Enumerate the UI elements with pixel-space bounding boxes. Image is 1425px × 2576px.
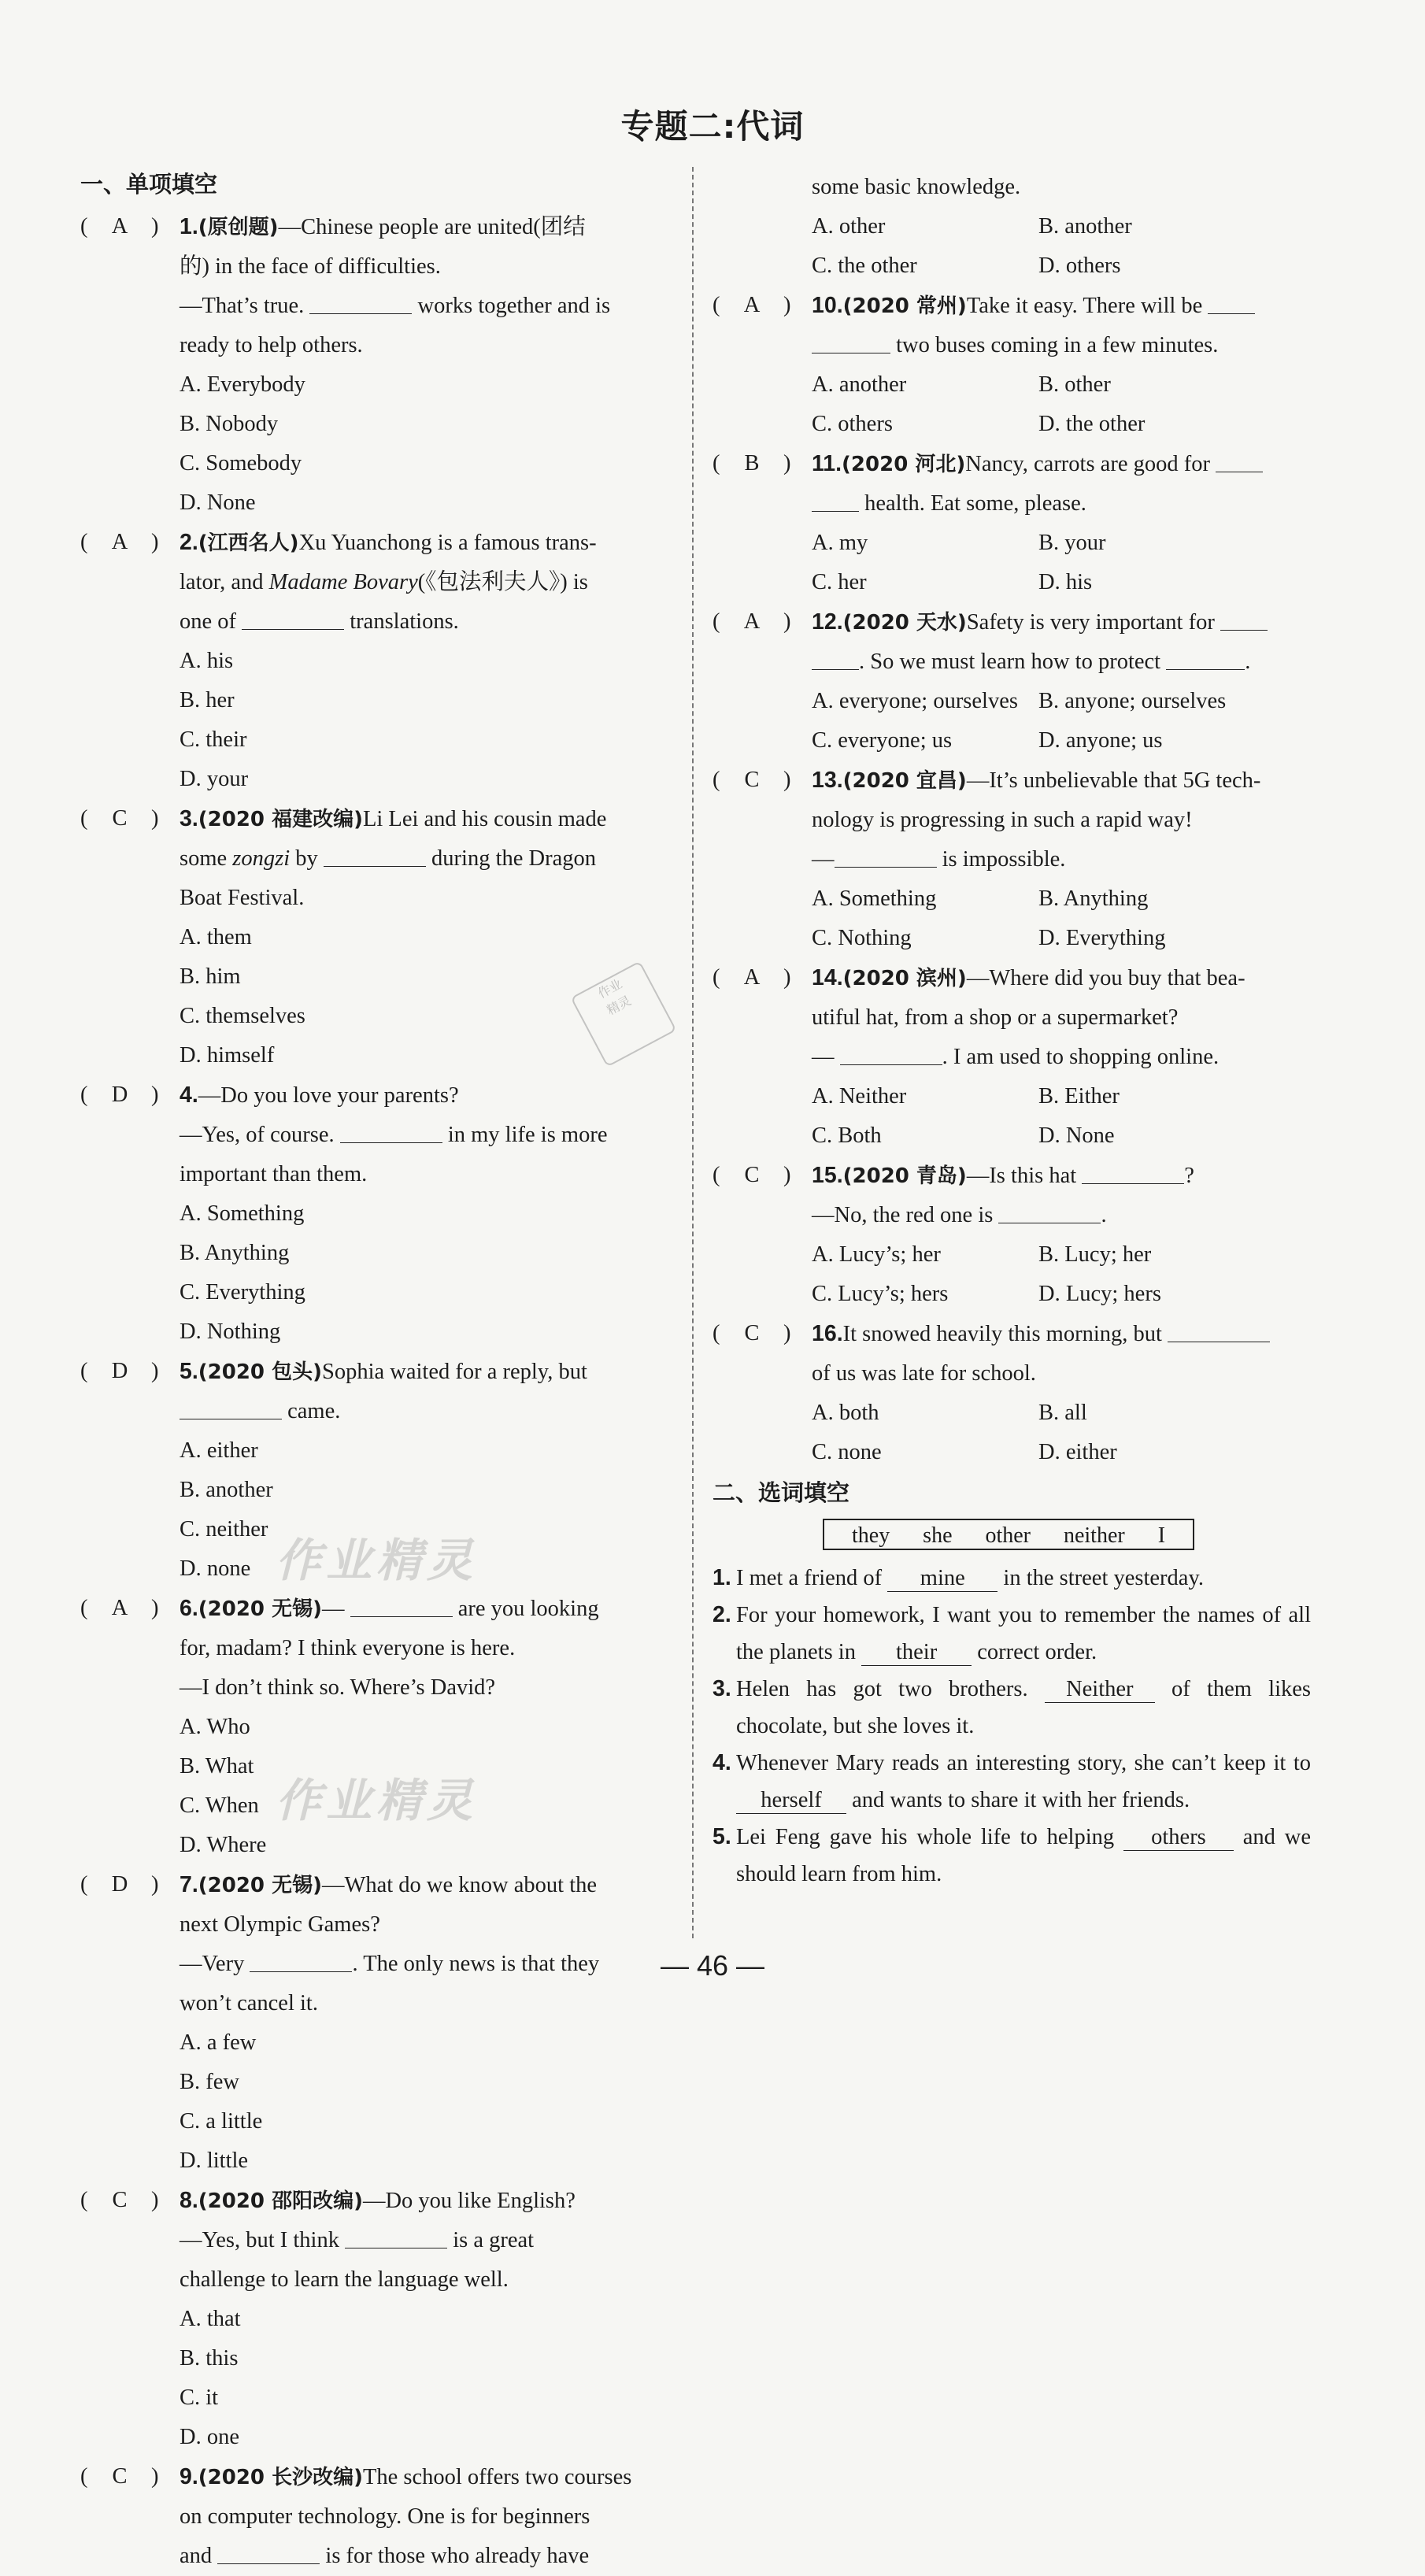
question-number: 9. [180, 2464, 198, 2489]
option-choice: B. this [180, 2346, 239, 2371]
question-number: 16. [812, 1321, 843, 1346]
question-number: 11. [812, 451, 842, 476]
filled-answer: herself [736, 1788, 846, 1814]
question-line: 4.—Do you love your parents? [180, 1083, 459, 1108]
answer-letter: C [744, 1163, 760, 1187]
word-bank-word: neither [1063, 1523, 1125, 1548]
fill-item-number: 5. [712, 1824, 731, 1849]
question-options [812, 524, 1311, 602]
question-line: nology is progressing in such a rapid way! [812, 808, 1193, 832]
word-bank-word: I [1157, 1523, 1166, 1548]
answer-letter: B [744, 451, 760, 476]
option-choice: D. the other [1038, 412, 1146, 436]
open-paren: ( [712, 1163, 720, 1187]
question-options [180, 2300, 672, 2457]
right-column [712, 168, 1311, 1893]
question-source: (2020 福建改编) [198, 808, 363, 831]
answer-letter: A [111, 214, 128, 239]
close-paren: ) [151, 806, 159, 831]
open-paren: ( [712, 451, 720, 476]
option-choice: D. none [180, 1556, 251, 1581]
question-item [80, 1865, 672, 2181]
question-source: (2020 邵阳改编) [198, 2189, 363, 2213]
word-bank-word: other [985, 1523, 1031, 1548]
answer-blank [835, 845, 937, 868]
option-choice: C. Nothing [812, 926, 912, 950]
question-line: of us was late for school. [812, 1361, 1036, 1386]
question-item [712, 1156, 1311, 1314]
question-line: —No, the red one is . [812, 1196, 1311, 1235]
answer-letter: C [112, 2188, 128, 2212]
question-line: —Very . The only news is that they [180, 1945, 672, 1984]
answer-blank [812, 647, 859, 670]
answer-letter: A [743, 609, 761, 634]
answer-blank [1208, 291, 1255, 314]
option-choice: C. a little [180, 2109, 263, 2134]
answer-blank [345, 2226, 447, 2248]
question-options [180, 2023, 672, 2181]
option-choice: D. Where [180, 1833, 267, 1857]
question-line: 5.(2020 包头)Sophia waited for a reply, but [180, 1359, 587, 1384]
option-choice: B. anyone; ourselves [1038, 689, 1227, 713]
question-source: (2020 常州) [842, 294, 967, 318]
option-choice: A. everyone; ourselves [812, 689, 1018, 713]
open-paren: ( [80, 1596, 88, 1620]
question-number: 13. [812, 768, 843, 793]
open-paren: ( [80, 2188, 88, 2212]
fill-item-number: 1. [712, 1565, 731, 1590]
word-bank-box [823, 1519, 1194, 1550]
option-choice: D. others [1038, 254, 1121, 278]
watermark-text: 作业精灵 [276, 1534, 478, 1587]
word-bank-word: they [851, 1523, 890, 1548]
answer-letter: D [111, 1359, 128, 1383]
option-choice: C. everyone; us [812, 728, 953, 753]
question-source: (2020 宜昌) [842, 769, 967, 793]
question-number: 5. [180, 1359, 198, 1384]
question-source: (2020 滨州) [842, 967, 967, 990]
page-number: — 46 — [660, 1949, 765, 1982]
close-paren: ) [783, 1163, 791, 1187]
close-paren: ) [783, 768, 791, 792]
fill-item-number: 3. [712, 1676, 731, 1701]
question-item [712, 286, 1311, 444]
close-paren: ) [151, 1872, 159, 1897]
fill-item: 5. Lei Feng gave his whole life to helping others and we should learn from him. [712, 1819, 1311, 1893]
option-choice: B. Nobody [180, 412, 279, 436]
left-question-list [80, 207, 672, 2576]
option-choice: B. Lucy; her [1038, 1242, 1152, 1267]
open-paren: ( [80, 1359, 88, 1383]
question-number: 10. [812, 293, 843, 318]
option-choice: B. another [1038, 214, 1132, 239]
option-choice: B. What [180, 1754, 254, 1778]
question-line: 1.(原创题)—Chinese people are united(团结 [180, 214, 586, 239]
option-choice: B. Anything [180, 1241, 290, 1265]
question-source: (2020 河北) [842, 453, 966, 476]
fill-item: 2. For your homework, I want you to remember the names of all the planets in their correct order. [712, 1597, 1311, 1671]
question-line: health. Eat some, please. [812, 484, 1311, 524]
question-line: 16.It snowed heavily this morning, but [812, 1314, 1311, 1354]
option-choice: A. that [180, 2307, 241, 2331]
question-line: Boat Festival. [180, 886, 305, 910]
answer-letter: A [743, 965, 761, 990]
filled-answer: Neither [1045, 1677, 1155, 1703]
answer-blank [998, 1201, 1101, 1223]
question-line: 9.(2020 长沙改编)The school offers two courses [180, 2464, 632, 2489]
option-choice: A. Something [180, 1201, 305, 1226]
question-item [712, 602, 1311, 761]
option-choice: D. None [180, 490, 256, 515]
question-options [812, 1393, 1311, 1472]
close-paren: ) [783, 293, 791, 317]
option-choice: A. them [180, 925, 252, 949]
question-line: 8.(2020 邵阳改编)—Do you like English? [180, 2188, 576, 2213]
question-line: utiful hat, from a shop or a supermarket? [812, 1005, 1179, 1030]
question-options [180, 365, 672, 523]
word-bank-word: she [923, 1523, 953, 1548]
question-number: 1. [180, 214, 198, 239]
question-number: 15. [812, 1163, 843, 1188]
question-line: —I don’t think so. Where’s David? [180, 1675, 496, 1700]
option-choice: B. few [180, 2070, 239, 2094]
question-item [80, 207, 672, 523]
question-item [80, 1075, 672, 1352]
question-item [80, 2181, 672, 2457]
option-choice: B. Either [1038, 1084, 1120, 1108]
option-choice: D. his [1038, 570, 1093, 594]
answer-blank [1216, 450, 1263, 472]
question-line: lator, and Madame Bovary(《包法利夫人》) is [180, 570, 588, 594]
answer-blank [350, 1594, 453, 1617]
filled-answer: their [861, 1640, 972, 1666]
option-choice: C. the other [812, 254, 917, 278]
answer-blank [324, 844, 426, 867]
close-paren: ) [151, 1359, 159, 1383]
close-paren: ) [151, 214, 159, 239]
option-choice: B. other [1038, 372, 1111, 397]
question-number: 6. [180, 1596, 198, 1621]
question-line: important than them. [180, 1162, 368, 1186]
option-choice: B. all [1038, 1401, 1087, 1425]
question-source: (2020 无锡) [198, 1874, 322, 1897]
answer-blank [812, 489, 859, 512]
close-paren: ) [783, 965, 791, 990]
question-line: 2.(江西名人)Xu Yuanchong is a famous trans- [180, 530, 597, 555]
question-line: two buses coming in a few minutes. [812, 326, 1311, 365]
open-paren: ( [80, 530, 88, 554]
question-line: on computer technology. One is for beginners [180, 2504, 590, 2529]
question-item [712, 761, 1311, 958]
option-choice: B. him [180, 964, 241, 989]
open-paren: ( [80, 1872, 88, 1897]
question-source: (2020 天水) [842, 611, 967, 635]
answer-letter: D [111, 1872, 128, 1897]
option-choice: C. Both [812, 1123, 882, 1148]
close-paren: ) [151, 2464, 159, 2489]
left-column [80, 164, 672, 2576]
open-paren: ( [712, 609, 720, 634]
question-source: (2020 包头) [198, 1360, 322, 1384]
close-paren: ) [151, 530, 159, 554]
option-choice: D. Nothing [180, 1319, 281, 1344]
option-choice: D. anyone; us [1038, 728, 1163, 753]
question-line: next Olympic Games? [180, 1912, 380, 1937]
answer-blank [242, 607, 344, 630]
question-line: challenge to learn the language well. [180, 2267, 509, 2292]
fill-item: 1. I met a friend of mine in the street yesterday. [712, 1560, 1311, 1597]
open-paren: ( [712, 1321, 720, 1345]
fill-item-number: 4. [712, 1750, 731, 1775]
question-line: for, madam? I think everyone is here. [180, 1636, 516, 1660]
open-paren: ( [80, 214, 88, 239]
answer-letter: C [744, 1321, 760, 1345]
question-line: 的) in the face of difficulties. [180, 254, 441, 279]
question-number: 8. [180, 2188, 198, 2213]
question-options [812, 365, 1311, 444]
option-choice: D. None [1038, 1123, 1115, 1148]
fill-in-list [712, 1560, 1311, 1893]
question-options [180, 642, 672, 799]
option-choice: D. Lucy; hers [1038, 1282, 1161, 1306]
fill-item-number: 2. [712, 1602, 731, 1627]
question-item [80, 799, 672, 1075]
option-choice: D. Everything [1038, 926, 1166, 950]
question-line: some zongzi by during the Dragon [180, 839, 672, 879]
option-choice: C. themselves [180, 1004, 305, 1028]
fill-item: 4. Whenever Mary reads an interesting story, she can’t keep it to herself and wants to share it with her friends. [712, 1745, 1311, 1819]
question-source: (江西名人) [198, 531, 299, 555]
close-paren: ) [151, 1596, 159, 1620]
question-number: 3. [180, 806, 198, 831]
close-paren: ) [151, 2188, 159, 2212]
question-number: 12. [812, 609, 843, 635]
option-choice: C. When [180, 1793, 259, 1818]
question-line: 10.(2020 常州)Take it easy. There will be [812, 286, 1311, 326]
question-line: 14.(2020 滨州)—Where did you buy that bea- [812, 965, 1245, 990]
question-source: (2020 无锡) [198, 1597, 322, 1621]
question-line: one of translations. [180, 602, 672, 642]
answer-letter: A [111, 1596, 128, 1620]
option-choice: B. Anything [1038, 886, 1149, 911]
close-paren: ) [783, 609, 791, 634]
answer-blank [1168, 1319, 1270, 1342]
filled-answer: others [1123, 1825, 1234, 1851]
answer-letter: D [111, 1083, 128, 1107]
question-line: — is impossible. [812, 840, 1311, 879]
question-number: 4. [180, 1083, 198, 1108]
answer-letter: C [112, 806, 128, 831]
answer-blank [1220, 608, 1268, 631]
answer-blank [1082, 1161, 1184, 1184]
answer-letter: A [111, 530, 128, 554]
open-paren: ( [712, 293, 720, 317]
question-line: 12.(2020 天水)Safety is very important for [812, 602, 1311, 642]
question-options [812, 682, 1311, 761]
question-item [80, 523, 672, 799]
right-question-list [712, 286, 1311, 1472]
option-choice: C. Everything [180, 1280, 305, 1305]
q9-options [812, 207, 1311, 286]
question-source: (2020 青岛) [842, 1164, 967, 1188]
question-line: — . I am used to shopping online. [812, 1038, 1311, 1077]
question-line: . So we must learn how to protect . [812, 642, 1311, 682]
close-paren: ) [151, 1083, 159, 1107]
question-number: 14. [812, 965, 843, 990]
option-choice: C. Somebody [180, 451, 302, 476]
question-item [80, 2457, 672, 2576]
answer-letter: C [744, 768, 760, 792]
open-paren: ( [712, 768, 720, 792]
italic-term: zongzi [232, 846, 291, 871]
question-number: 2. [180, 530, 198, 555]
option-choice: A. another [812, 372, 907, 397]
watermark-text: 作业精灵 [276, 1774, 478, 1827]
answer-blank [340, 1120, 442, 1143]
answer-blank [309, 291, 412, 314]
question-options [812, 1235, 1311, 1314]
question-line: 11.(2020 河北)Nancy, carrots are good for [812, 444, 1311, 484]
question-line: 15.(2020 青岛)—Is this hat ? [812, 1163, 1194, 1188]
option-choice: C. it [180, 2385, 219, 2410]
option-choice: D. your [180, 767, 249, 791]
option-choice: C. neither [180, 1517, 268, 1542]
question-line: came. [180, 1392, 672, 1431]
question-line: 7.(2020 无锡)—What do we know about the [180, 1872, 598, 1897]
option-choice: D. one [180, 2425, 239, 2449]
option-choice: B. another [180, 1478, 273, 1502]
question-options [180, 1194, 672, 1352]
question-item [712, 958, 1311, 1156]
open-paren: ( [80, 1083, 88, 1107]
question-line: ready to help others. [180, 333, 363, 357]
option-choice: C. others [812, 412, 893, 436]
option-choice: B. her [180, 688, 235, 712]
section1-heading: 一、单项填空 [80, 171, 218, 198]
option-choice: B. your [1038, 531, 1106, 555]
question-line: —That’s true. works together and is [180, 287, 672, 326]
question-line: —Yes, of course. in my life is more [180, 1116, 672, 1155]
option-choice: A. my [812, 531, 868, 555]
option-choice: D. either [1038, 1440, 1117, 1464]
question-number: 7. [180, 1872, 198, 1897]
question-source: (原创题) [198, 216, 279, 239]
page-title: 专题二:代词 [620, 107, 805, 146]
question-line: and is for those who already have [180, 2537, 672, 2576]
question-options [812, 1077, 1311, 1156]
fill-item: 3. Helen has got two brothers. Neither of them likes chocolate, but she loves it. [712, 1671, 1311, 1745]
q9-continued: some basic knowledge. A. other B. another C. the other D. others [712, 168, 1311, 286]
option-choice: A. Who [180, 1715, 250, 1739]
close-paren: ) [783, 451, 791, 476]
answer-blank [840, 1042, 942, 1065]
option-choice: A. either [180, 1438, 258, 1463]
open-paren: ( [80, 806, 88, 831]
option-choice: A. a few [180, 2030, 257, 2055]
answer-blank [217, 2541, 320, 2564]
answer-blank [812, 331, 890, 353]
question-line: 13.(2020 宜昌)—It’s unbelievable that 5G tech- [812, 768, 1261, 793]
watermark-stamp: 作业 精灵 [570, 960, 676, 1067]
option-choice: C. none [812, 1440, 882, 1464]
option-choice: A. his [180, 649, 234, 673]
question-line: won’t cancel it. [180, 1991, 318, 2015]
open-paren: ( [712, 965, 720, 990]
question-item [712, 444, 1311, 602]
option-choice: A. Lucy’s; her [812, 1242, 941, 1267]
answer-letter: A [743, 293, 761, 317]
answer-blank [180, 1397, 282, 1419]
answer-letter: C [112, 2464, 128, 2489]
option-choice: C. their [180, 727, 247, 752]
option-choice: A. Neither [812, 1084, 907, 1108]
option-choice: A. other [812, 214, 886, 239]
question-item [712, 1314, 1311, 1472]
option-choice: A. Everybody [180, 372, 305, 397]
answer-blank [1166, 647, 1245, 670]
filled-answer: mine [887, 1566, 998, 1592]
close-paren: ) [783, 1321, 791, 1345]
option-choice: C. Lucy’s; hers [812, 1282, 949, 1306]
question-source: (2020 长沙改编) [198, 2466, 363, 2489]
option-choice: A. both [812, 1401, 879, 1425]
section2-heading: 二、选词填空 [712, 1479, 850, 1506]
question-line: 3.(2020 福建改编)Li Lei and his cousin made [180, 806, 607, 831]
italic-term: Madame Bovary [268, 570, 418, 594]
option-choice: A. Something [812, 886, 937, 911]
option-choice: D. little [180, 2149, 249, 2173]
option-choice: C. her [812, 570, 867, 594]
question-line: —Yes, but I think is a great [180, 2221, 672, 2260]
open-paren: ( [80, 2464, 88, 2489]
column-divider [692, 167, 694, 1938]
question-options [812, 879, 1311, 958]
option-choice: D. himself [180, 1043, 275, 1068]
question-line: 6.(2020 无锡)— are you looking [180, 1596, 599, 1621]
